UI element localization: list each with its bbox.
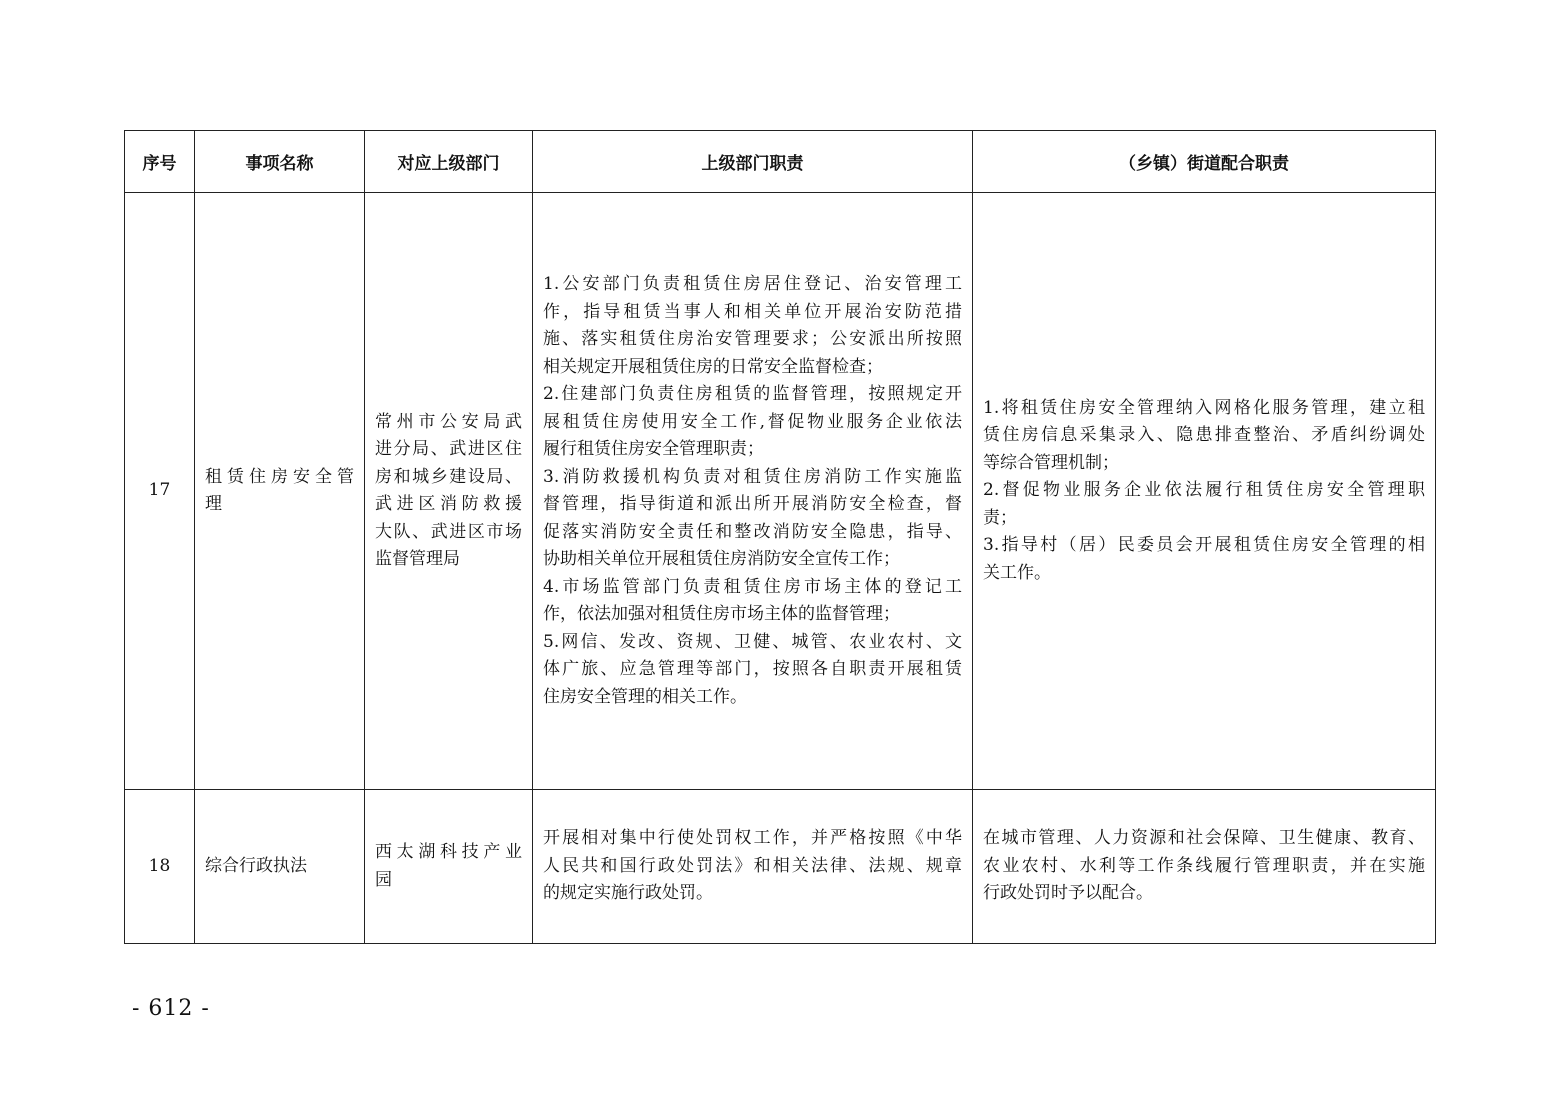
town-duties-cell <box>973 790 1436 944</box>
item-name-line: 租赁住房安全管 <box>205 466 354 487</box>
upper-duty-line: 作，依法加强对租赁住房市场主体的监督管理； <box>543 604 900 624</box>
table-row <box>125 790 1436 944</box>
upper-duty-line: 履行租赁住房安全管理职责； <box>543 439 764 459</box>
town-duty-line: 责； <box>983 507 1017 528</box>
header-upper-dept: 对应上级部门 <box>365 131 533 193</box>
item-name-line: 综合行政执法 <box>205 855 307 876</box>
upper-duty-line: 展租赁住房使用安全工作,督促物业服务企业依法 <box>543 411 962 432</box>
header-upper-duties: 上级部门职责 <box>533 131 973 193</box>
dept-line: 进分局、武进区住 <box>375 439 522 459</box>
dept-line: 监督管理局 <box>375 549 460 569</box>
town-duty-line: 3.指导村（居）民委员会开展租赁住房安全管理的相 <box>983 535 1425 556</box>
dept-line: 西太湖科技产业 <box>375 842 522 862</box>
town-duty-line: 2.督促物业服务企业依法履行租赁住房安全管理职 <box>983 480 1425 501</box>
upper-dept-cell <box>365 193 533 790</box>
row-index: 17 <box>125 193 195 790</box>
table-row <box>125 193 1436 790</box>
header-index: 序号 <box>125 131 195 193</box>
dept-line: 常州市公安局武 <box>375 411 522 432</box>
upper-duty-line: 促落实消防安全责任和整改消防安全隐患，指导、 <box>543 521 962 542</box>
town-duty-line: 1.将租赁住房安全管理纳入网格化服务管理，建立租 <box>983 397 1425 418</box>
page-number: - 612 - <box>132 996 210 1021</box>
town-duties-cell <box>973 193 1436 790</box>
upper-duty-line: 督管理，指导街道和派出所开展消防安全检查，督 <box>543 494 962 514</box>
item-name-line: 理 <box>205 494 222 514</box>
row-index: 18 <box>125 790 195 944</box>
upper-duty-line: 体广旅、应急管理等部门，按照各自职责开展租赁 <box>543 659 962 679</box>
town-duty-line: 关工作。 <box>983 562 1051 583</box>
town-duty-line: 农业农村、水利等工作条线履行管理职责，并在实施 <box>983 855 1425 876</box>
header-town-duties: （乡镇）街道配合职责 <box>973 131 1436 193</box>
upper-duty-line: 3.消防救援机构负责对租赁住房消防工作实施监 <box>543 466 962 487</box>
dept-line: 武进区消防救援 <box>375 494 522 514</box>
header-item-name: 事项名称 <box>195 131 365 193</box>
upper-duties-cell <box>533 193 973 790</box>
dept-line: 园 <box>375 869 392 890</box>
town-duty-line: 行政处罚时予以配合。 <box>983 883 1153 904</box>
upper-duties-cell <box>533 790 973 944</box>
upper-duty-line: 1.公安部门负责租赁住房居住登记、治安管理工 <box>543 274 962 294</box>
town-duty-line: 在城市管理、人力资源和社会保障、卫生健康、教育、 <box>983 828 1425 849</box>
upper-duty-line: 开展相对集中行使处罚权工作，并严格按照《中华 <box>543 828 962 849</box>
dept-line: 房和城乡建设局、 <box>375 466 522 487</box>
table-header-row <box>125 131 1436 193</box>
upper-duty-line: 5.网信、发改、资规、卫健、城管、农业农村、文 <box>543 631 962 652</box>
item-name-cell <box>195 193 365 790</box>
upper-duty-line: 住房安全管理的相关工作。 <box>543 686 747 707</box>
upper-duty-line: 2.住建部门负责住房租赁的监督管理，按照规定开 <box>543 384 962 404</box>
upper-duty-line: 作，指导租赁当事人和相关单位开展治安防范措 <box>543 301 962 322</box>
upper-duty-line: 协助相关单位开展租赁住房消防安全宣传工作； <box>543 549 900 569</box>
dept-line: 大队、武进区市场 <box>375 521 522 542</box>
upper-duty-line: 的规定实施行政处罚。 <box>543 883 713 904</box>
town-duty-line: 等综合管理机制； <box>983 452 1119 473</box>
upper-duty-line: 施、落实租赁住房治安管理要求；公安派出所按照 <box>543 329 962 349</box>
upper-duty-line: 4.市场监管部门负责租赁住房市场主体的登记工 <box>543 576 962 597</box>
town-duty-line: 赁住房信息采集录入、隐患排查整治、矛盾纠纷调处 <box>983 425 1425 446</box>
upper-duty-line: 人民共和国行政处罚法》和相关法律、法规、规章 <box>543 855 962 876</box>
duty-table <box>124 130 1436 944</box>
upper-dept-cell <box>365 790 533 944</box>
item-name-cell <box>195 790 365 944</box>
upper-duty-line: 相关规定开展租赁住房的日常安全监督检查； <box>543 356 883 377</box>
